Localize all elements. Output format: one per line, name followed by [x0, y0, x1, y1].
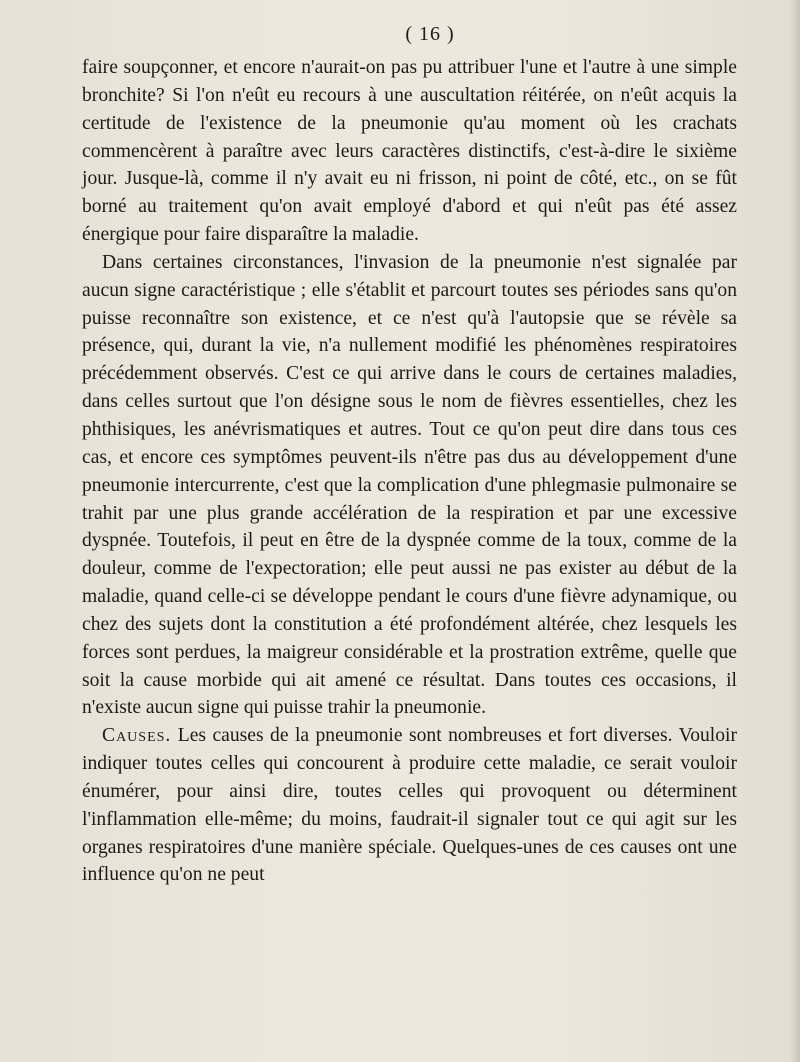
- paragraph-3-text: Les causes de la pneumonie sont nombreuses et fort diverses. Vouloir indiquer toutes celles qui concourent à produire cette maladie, ce serait vouloir énumérer, pour ainsi dire, toutes celles qui provoquent ou déterminent l'inflammation elle-même; du moins, faudrait-il signaler tout ce qui agit sur les organes respiratoires d'une manière spéciale. Quelques-unes de ces causes ont une influence qu'on ne peut: [82, 725, 737, 886]
- paragraph-2: Dans certaines circonstances, l'invasion de la pneumonie n'est signalée par aucun signe caractéristique ; elle s'établit et parcourt toutes ses périodes sans qu'on puisse reconnaître son existence, et ce n'est qu'à l'autopsie que se révèle sa présence, qui, durant la vie, n'a nullement modifié les phénomènes respiratoires précédemment observés. C'est ce qui arrive dans le cours de certaines maladies, dans celles surtout que l'on désigne sous le nom de fièvres essentielles, chez les phthisiques, les anévrismatiques et autres. Tout ce qu'on peut dire dans tous ces cas, et encore ces symptômes peuvent-ils n'être pas dus au développement d'une pneumonie intercurrente, c'est que la complication d'une phlegmasie pulmonaire se trahit par une plus grande accélération de la respiration et par une excessive dyspnée. Toutefois, il peut en être de la dyspnée comme de la toux, comme de la douleur, comme de l'expectoration; elle peut aussi ne pas exister au début de la maladie, quand celle-ci se développe pendant le cours d'une fièvre adynamique, ou chez des sujets dont la constitution a été profondément altérée, chez lesquels les forces sont perdues, la maigreur considérable et la prostration extrême, quelle que soit la cause morbide qui ait amené ce résultat. Dans toutes ces occasions, il n'existe aucun signe qui puisse trahir la pneumonie.: [82, 251, 737, 719]
- body-text: [82, 54, 737, 889]
- paragraph-1: faire soupçonner, et encore n'aurait-on pas pu attribuer l'une et l'autre à une simple bronchite? Si l'on n'eût eu recours à une auscultation réitérée, on n'eût acquis la certitude de l'existence de la pneumonie qu'au moment où les crachats commencèrent à paraître avec leurs caractères distinctifs, c'est-à-dire le sixième jour. Jusque-là, comme il n'y avait eu ni frisson, ni point de côté, etc., on se fût borné au traitement qu'on avait employé d'abord et qui n'eût pas été assez énergique pour faire disparaître la maladie.: [82, 57, 737, 246]
- page-edge-shadow: [790, 0, 800, 1062]
- page-number: ( 16 ): [405, 23, 455, 45]
- section-heading-causes: Causes.: [102, 725, 172, 747]
- paragraph-3: [82, 722, 737, 889]
